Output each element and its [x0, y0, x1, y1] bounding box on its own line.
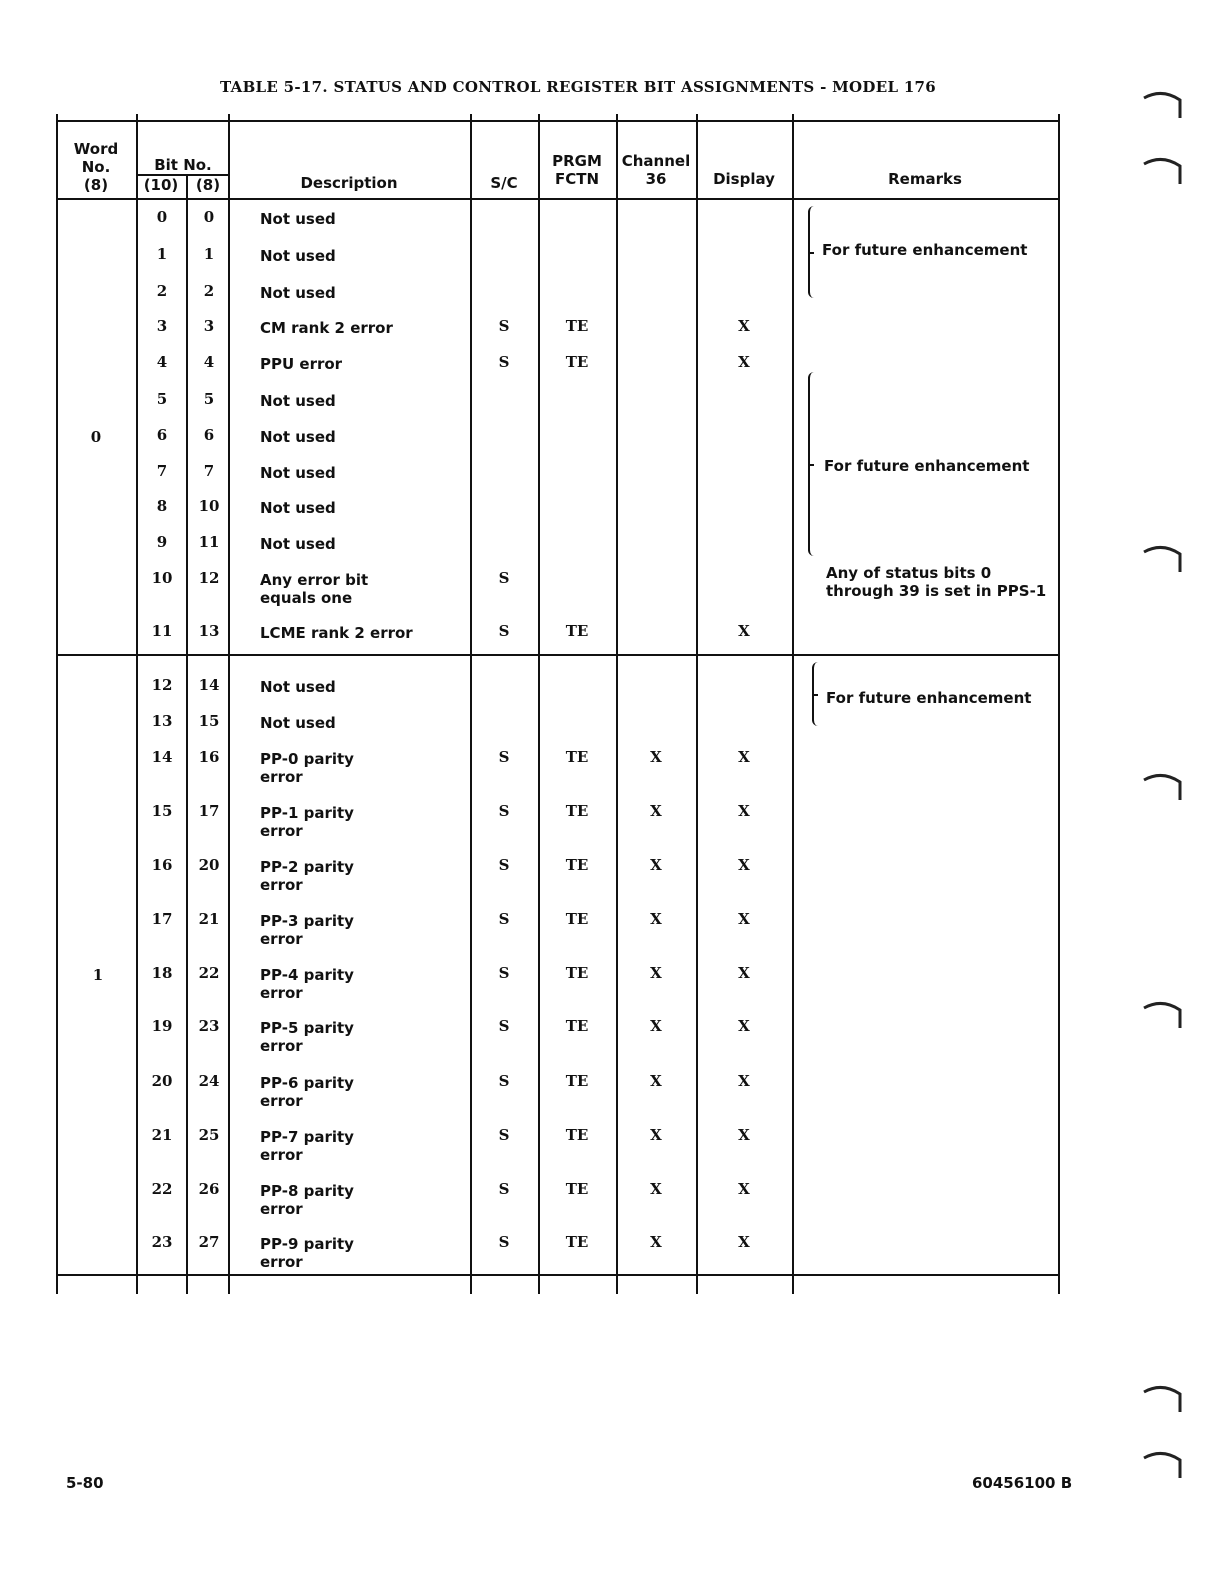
cell-disp: X [738, 856, 750, 874]
cell-desc: PP-7 parity [260, 1128, 354, 1146]
cell-desc-line2: error [260, 1092, 303, 1110]
cell-sc: S [498, 317, 510, 335]
cell-b8: 4 [203, 353, 215, 371]
cell-sc: S [498, 622, 510, 640]
cell-disp: X [738, 317, 750, 335]
cell-b10: 18 [151, 964, 173, 982]
cell-desc-line2: error [260, 822, 303, 840]
header-prgm-line1: PRGM [552, 152, 602, 170]
cell-desc: Not used [260, 535, 336, 553]
cell-b10: 6 [156, 426, 168, 444]
cell-desc: PP-9 parity [260, 1235, 354, 1253]
cell-b8: 20 [198, 856, 220, 874]
cell-sc: S [498, 856, 510, 874]
cell-b8: 17 [198, 802, 220, 820]
cell-prgm: TE [565, 622, 589, 640]
cell-disp: X [738, 622, 750, 640]
header-sc: S/C [490, 174, 518, 192]
rule-desc [470, 114, 472, 1294]
cell-b10: 4 [156, 353, 168, 371]
cell-b10: 14 [151, 748, 173, 766]
cell-desc: Not used [260, 284, 336, 302]
cell-b8: 6 [203, 426, 215, 444]
rule-right [1058, 114, 1060, 1294]
cell-b8: 22 [198, 964, 220, 982]
remark-brace-1 [808, 206, 820, 298]
cell-ch: X [650, 1072, 662, 1090]
cell-prgm: TE [565, 856, 589, 874]
cell-desc: Not used [260, 428, 336, 446]
cell-b10: 19 [151, 1017, 173, 1035]
cell-b8: 26 [198, 1180, 220, 1198]
remark-future-1: For future enhancement [822, 241, 1028, 259]
cell-disp: X [738, 353, 750, 371]
cell-desc: PP-4 parity [260, 966, 354, 984]
cell-prgm: TE [565, 317, 589, 335]
remark-any-error [826, 564, 1046, 600]
cell-desc: CM rank 2 error [260, 319, 393, 337]
cell-b8: 24 [198, 1072, 220, 1090]
cell-ch: X [650, 802, 662, 820]
cell-ch: X [650, 1017, 662, 1035]
cell-b10: 20 [151, 1072, 173, 1090]
cell-b8: 2 [203, 282, 215, 300]
remark-brace-3 [812, 662, 824, 726]
rule-channel [696, 114, 698, 1294]
cell-desc-line2: error [260, 768, 303, 786]
table-caption: TABLE 5-17. STATUS AND CONTROL REGISTER BIT ASSIGNMENTS - MODEL 176 [220, 78, 937, 96]
cell-desc: PP-3 parity [260, 912, 354, 930]
cell-b10: 15 [151, 802, 173, 820]
cell-b8: 27 [198, 1233, 220, 1251]
header-bit-10: (10) [143, 176, 179, 194]
cell-b8: 16 [198, 748, 220, 766]
header-prgm-fctn [538, 152, 616, 188]
cell-b10: 2 [156, 282, 168, 300]
cell-disp: X [738, 1072, 750, 1090]
cell-desc-line2: equals one [260, 589, 353, 607]
cell-b8: 21 [198, 910, 220, 928]
cell-disp: X [738, 1180, 750, 1198]
header-word-line2: No. [81, 158, 111, 176]
cell-desc: Any error bit [260, 571, 369, 589]
cell-desc-line2: error [260, 1253, 303, 1271]
cell-prgm: TE [565, 1072, 589, 1090]
binder-ring-icon [1140, 1380, 1184, 1414]
cell-b8: 14 [198, 676, 220, 694]
cell-ch: X [650, 1233, 662, 1251]
cell-disp: X [738, 748, 750, 766]
cell-sc: S [498, 910, 510, 928]
cell-sc: S [498, 1126, 510, 1144]
rule-display [792, 114, 794, 1294]
header-word-line3: (8) [83, 176, 109, 194]
rule-word-divider [56, 654, 1060, 656]
cell-disp: X [738, 1233, 750, 1251]
cell-prgm: TE [565, 748, 589, 766]
remark-future-3: For future enhancement [826, 689, 1032, 707]
cell-b8: 0 [203, 208, 215, 226]
cell-desc-line2: error [260, 1146, 303, 1164]
rule-sc [538, 114, 540, 1294]
header-remarks: Remarks [888, 170, 962, 188]
rule-header-bottom [56, 198, 1060, 200]
cell-desc: Not used [260, 678, 336, 696]
cell-desc: Not used [260, 499, 336, 517]
cell-desc-line2: error [260, 930, 303, 948]
cell-sc: S [498, 353, 510, 371]
cell-disp: X [738, 802, 750, 820]
binder-ring-icon [1140, 768, 1184, 802]
cell-b10: 0 [156, 208, 168, 226]
cell-ch: X [650, 1180, 662, 1198]
cell-b8: 23 [198, 1017, 220, 1035]
cell-desc: PP-2 parity [260, 858, 354, 876]
cell-prgm: TE [565, 964, 589, 982]
binder-ring-icon [1140, 152, 1184, 186]
header-bit-no: Bit No. [154, 156, 212, 174]
binder-ring-icon [1140, 86, 1184, 120]
cell-desc: PPU error [260, 355, 343, 373]
cell-disp: X [738, 1126, 750, 1144]
cell-b10: 22 [151, 1180, 173, 1198]
cell-b10: 23 [151, 1233, 173, 1251]
cell-prgm: TE [565, 802, 589, 820]
cell-b8: 5 [203, 390, 215, 408]
header-channel-line2: 36 [645, 170, 667, 188]
cell-b10: 16 [151, 856, 173, 874]
rule-prgm [616, 114, 618, 1294]
cell-ch: X [650, 748, 662, 766]
binder-ring-icon [1140, 1446, 1184, 1480]
remark-any-error-line1: Any of status bits 0 [826, 564, 992, 582]
header-word-line1: Word [73, 140, 119, 158]
binder-ring-icon [1140, 996, 1184, 1030]
word-0-label: 0 [90, 428, 102, 446]
cell-disp: X [738, 964, 750, 982]
cell-prgm: TE [565, 1126, 589, 1144]
cell-b8: 1 [203, 245, 215, 263]
cell-sc: S [498, 964, 510, 982]
cell-prgm: TE [565, 1233, 589, 1251]
remark-any-error-line2: through 39 is set in PPS-1 [826, 582, 1047, 600]
cell-desc-line2: error [260, 984, 303, 1002]
cell-prgm: TE [565, 910, 589, 928]
cell-prgm: TE [565, 1017, 589, 1035]
cell-b8: 12 [198, 569, 220, 587]
cell-desc: PP-5 parity [260, 1019, 354, 1037]
cell-b10: 12 [151, 676, 173, 694]
cell-sc: S [498, 748, 510, 766]
cell-b10: 1 [156, 245, 168, 263]
cell-desc: Not used [260, 464, 336, 482]
header-prgm-line2: FCTN [554, 170, 600, 188]
cell-prgm: TE [565, 353, 589, 371]
rule-top [56, 120, 1060, 122]
cell-b8: 3 [203, 317, 215, 335]
cell-desc: LCME rank 2 error [260, 624, 413, 642]
cell-ch: X [650, 1126, 662, 1144]
bit-assignment-table [56, 114, 1060, 1294]
cell-b8: 25 [198, 1126, 220, 1144]
cell-b10: 17 [151, 910, 173, 928]
cell-sc: S [498, 569, 510, 587]
binder-ring-icon [1140, 540, 1184, 574]
cell-sc: S [498, 1180, 510, 1198]
cell-desc: Not used [260, 210, 336, 228]
header-display: Display [713, 170, 775, 188]
header-bit-8: (8) [195, 176, 221, 194]
cell-b10: 13 [151, 712, 173, 730]
cell-disp: X [738, 910, 750, 928]
cell-desc: Not used [260, 714, 336, 732]
document-number: 60456100 B [972, 1474, 1073, 1492]
cell-desc: PP-1 parity [260, 804, 354, 822]
cell-desc-line2: error [260, 1037, 303, 1055]
cell-desc: PP-0 parity [260, 750, 354, 768]
cell-sc: S [498, 1072, 510, 1090]
cell-sc: S [498, 1233, 510, 1251]
cell-desc: PP-8 parity [260, 1182, 354, 1200]
cell-b10: 5 [156, 390, 168, 408]
cell-b10: 3 [156, 317, 168, 335]
cell-b8: 11 [198, 533, 220, 551]
cell-desc: Not used [260, 392, 336, 410]
cell-desc-line2: error [260, 876, 303, 894]
cell-sc: S [498, 1017, 510, 1035]
cell-ch: X [650, 910, 662, 928]
remark-brace-2 [808, 372, 820, 556]
cell-b10: 9 [156, 533, 168, 551]
cell-prgm: TE [565, 1180, 589, 1198]
cell-ch: X [650, 964, 662, 982]
rule-left [56, 114, 58, 1294]
cell-b10: 8 [156, 497, 168, 515]
cell-b10: 21 [151, 1126, 173, 1144]
remark-future-2: For future enhancement [824, 457, 1030, 475]
rule-bottom [56, 1274, 1060, 1276]
header-word-no [56, 140, 136, 194]
header-description: Description [300, 174, 398, 192]
cell-desc: PP-6 parity [260, 1074, 354, 1092]
header-channel-line1: Channel [621, 152, 691, 170]
cell-b8: 10 [198, 497, 220, 515]
cell-b10: 10 [151, 569, 173, 587]
cell-ch: X [650, 856, 662, 874]
cell-desc-line2: error [260, 1200, 303, 1218]
header-channel-36 [616, 152, 696, 188]
cell-b10: 11 [151, 622, 173, 640]
cell-b8: 13 [198, 622, 220, 640]
cell-b8: 7 [203, 462, 215, 480]
cell-disp: X [738, 1017, 750, 1035]
cell-sc: S [498, 802, 510, 820]
cell-b10: 7 [156, 462, 168, 480]
cell-b8: 15 [198, 712, 220, 730]
page-number: 5-80 [66, 1474, 104, 1492]
word-1-label: 1 [92, 966, 104, 984]
cell-desc: Not used [260, 247, 336, 265]
